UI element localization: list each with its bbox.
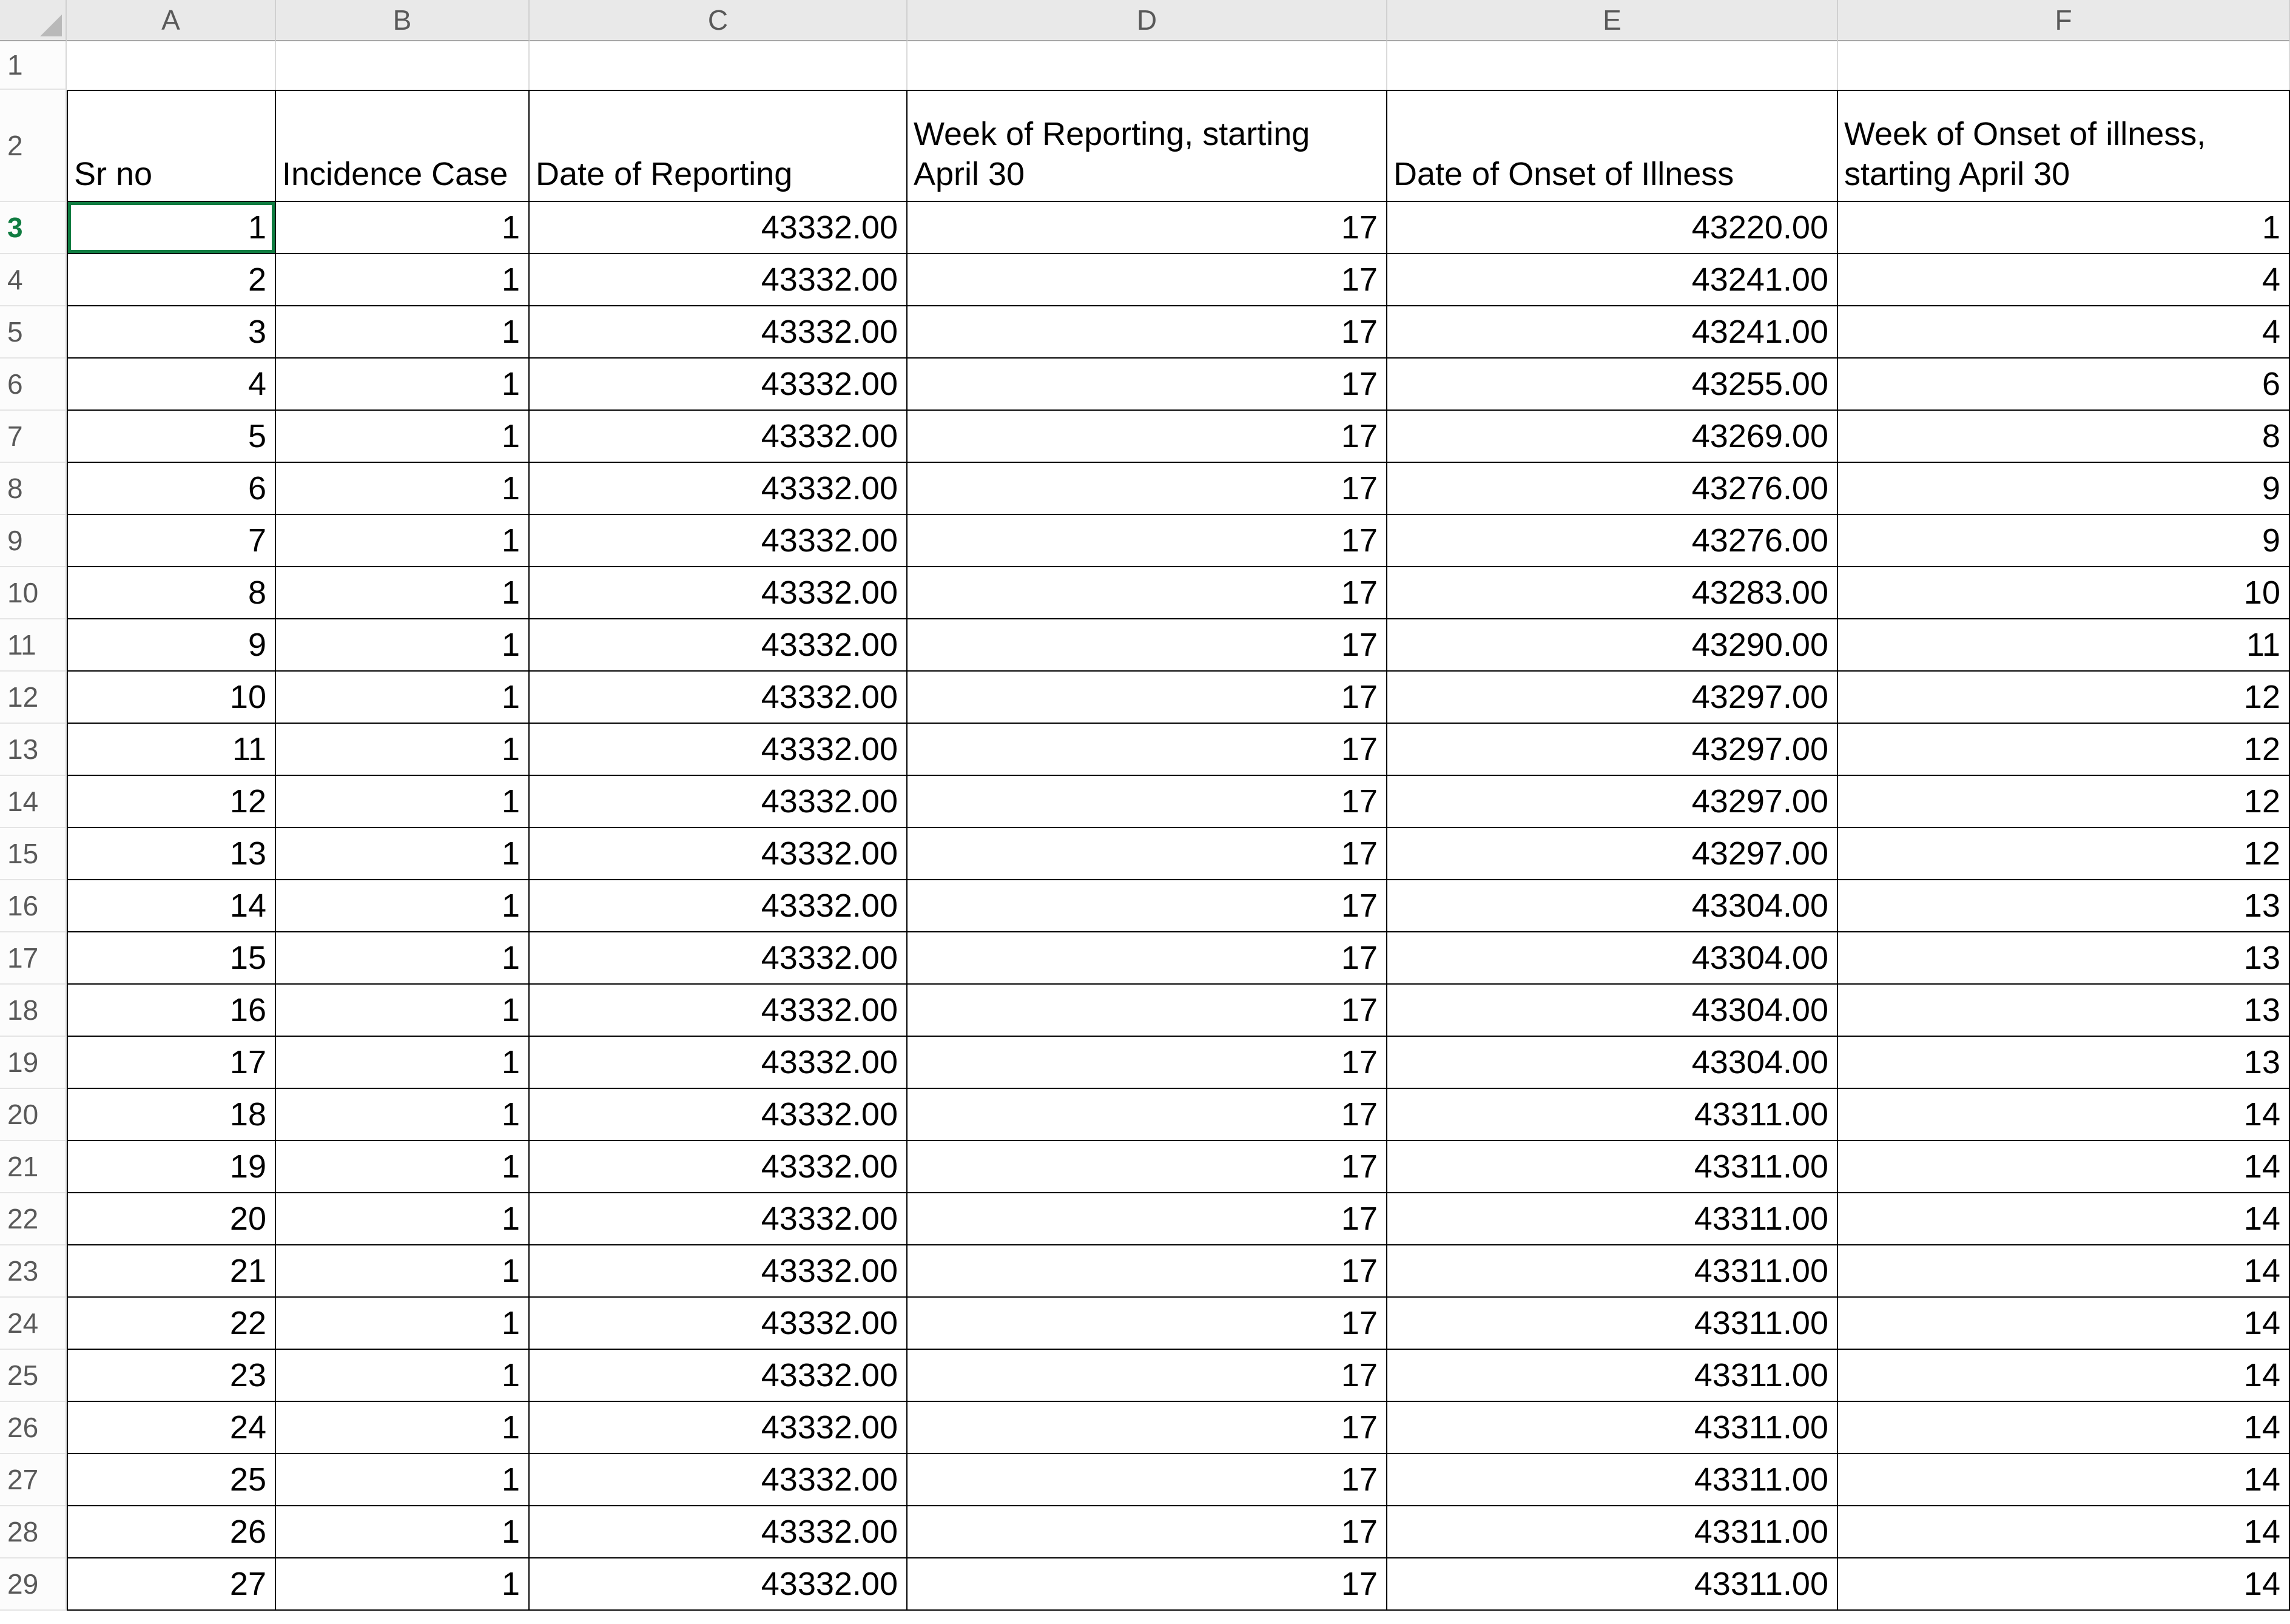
- row-header-2[interactable]: 2: [0, 90, 67, 202]
- cell-D12[interactable]: 17: [908, 672, 1387, 724]
- cell-F29[interactable]: 14: [1838, 1558, 2290, 1611]
- cell-B12[interactable]: 1: [276, 672, 530, 724]
- cell-B3[interactable]: 1: [276, 202, 530, 254]
- cell-A20[interactable]: 18: [67, 1089, 276, 1141]
- cell-B19[interactable]: 1: [276, 1037, 530, 1089]
- row-header-27[interactable]: 27: [0, 1454, 67, 1506]
- cell-A19[interactable]: 17: [67, 1037, 276, 1089]
- cell-B14[interactable]: 1: [276, 776, 530, 828]
- cell-B17[interactable]: 1: [276, 932, 530, 985]
- cell-A25[interactable]: 23: [67, 1350, 276, 1402]
- cell-A27[interactable]: 25: [67, 1454, 276, 1506]
- cell-B1[interactable]: [276, 41, 530, 90]
- cell-F28[interactable]: 14: [1838, 1506, 2290, 1558]
- cell-D13[interactable]: 17: [908, 724, 1387, 776]
- row-header-13[interactable]: 13: [0, 724, 67, 776]
- cell-F26[interactable]: 14: [1838, 1402, 2290, 1454]
- cell-A16[interactable]: 14: [67, 880, 276, 932]
- cell-A6[interactable]: 4: [67, 359, 276, 411]
- cell-F1[interactable]: [1838, 41, 2290, 90]
- row-header-9[interactable]: 9: [0, 515, 67, 567]
- cell-D20[interactable]: 17: [908, 1089, 1387, 1141]
- cell-D27[interactable]: 17: [908, 1454, 1387, 1506]
- row-header-19[interactable]: 19: [0, 1037, 67, 1089]
- cell-A11[interactable]: 9: [67, 619, 276, 672]
- cell-C17[interactable]: 43332.00: [530, 932, 908, 985]
- cell-D6[interactable]: 17: [908, 359, 1387, 411]
- cell-D7[interactable]: 17: [908, 411, 1387, 463]
- cell-B2[interactable]: Incidence Case: [276, 90, 530, 202]
- cell-F17[interactable]: 13: [1838, 932, 2290, 985]
- cell-D21[interactable]: 17: [908, 1141, 1387, 1193]
- cell-B8[interactable]: 1: [276, 463, 530, 515]
- cell-B6[interactable]: 1: [276, 359, 530, 411]
- cell-A2[interactable]: Sr no: [67, 90, 276, 202]
- cell-B23[interactable]: 1: [276, 1245, 530, 1298]
- cell-E16[interactable]: 43304.00: [1387, 880, 1838, 932]
- cell-F5[interactable]: 4: [1838, 306, 2290, 359]
- cell-E8[interactable]: 43276.00: [1387, 463, 1838, 515]
- cell-A18[interactable]: 16: [67, 985, 276, 1037]
- cell-E28[interactable]: 43311.00: [1387, 1506, 1838, 1558]
- row-header-4[interactable]: 4: [0, 254, 67, 306]
- row-header-10[interactable]: 10: [0, 567, 67, 619]
- cell-B11[interactable]: 1: [276, 619, 530, 672]
- cell-F19[interactable]: 13: [1838, 1037, 2290, 1089]
- row-header-29[interactable]: 29: [0, 1558, 67, 1611]
- row-header-7[interactable]: 7: [0, 411, 67, 463]
- cell-B7[interactable]: 1: [276, 411, 530, 463]
- cell-E25[interactable]: 43311.00: [1387, 1350, 1838, 1402]
- row-header-1[interactable]: 1: [0, 41, 67, 90]
- cell-A12[interactable]: 10: [67, 672, 276, 724]
- cell-F7[interactable]: 8: [1838, 411, 2290, 463]
- cell-C22[interactable]: 43332.00: [530, 1193, 908, 1245]
- cell-E3[interactable]: 43220.00: [1387, 202, 1838, 254]
- cell-D15[interactable]: 17: [908, 828, 1387, 880]
- cell-C10[interactable]: 43332.00: [530, 567, 908, 619]
- cell-F18[interactable]: 13: [1838, 985, 2290, 1037]
- cell-F6[interactable]: 6: [1838, 359, 2290, 411]
- cell-E5[interactable]: 43241.00: [1387, 306, 1838, 359]
- cell-B13[interactable]: 1: [276, 724, 530, 776]
- row-header-14[interactable]: 14: [0, 776, 67, 828]
- cell-E1[interactable]: [1387, 41, 1838, 90]
- cell-E17[interactable]: 43304.00: [1387, 932, 1838, 985]
- cell-A28[interactable]: 26: [67, 1506, 276, 1558]
- cell-C16[interactable]: 43332.00: [530, 880, 908, 932]
- cell-F3[interactable]: 1: [1838, 202, 2290, 254]
- cell-E19[interactable]: 43304.00: [1387, 1037, 1838, 1089]
- cell-B22[interactable]: 1: [276, 1193, 530, 1245]
- cell-E23[interactable]: 43311.00: [1387, 1245, 1838, 1298]
- cell-D17[interactable]: 17: [908, 932, 1387, 985]
- cell-A21[interactable]: 19: [67, 1141, 276, 1193]
- row-header-12[interactable]: 12: [0, 672, 67, 724]
- row-header-23[interactable]: 23: [0, 1245, 67, 1298]
- row-header-3[interactable]: 3: [0, 202, 67, 254]
- cell-C23[interactable]: 43332.00: [530, 1245, 908, 1298]
- cell-B10[interactable]: 1: [276, 567, 530, 619]
- cell-D29[interactable]: 17: [908, 1558, 1387, 1611]
- row-header-20[interactable]: 20: [0, 1089, 67, 1141]
- row-header-18[interactable]: 18: [0, 985, 67, 1037]
- cell-D8[interactable]: 17: [908, 463, 1387, 515]
- cell-F20[interactable]: 14: [1838, 1089, 2290, 1141]
- row-header-26[interactable]: 26: [0, 1402, 67, 1454]
- cell-F11[interactable]: 11: [1838, 619, 2290, 672]
- cell-A17[interactable]: 15: [67, 932, 276, 985]
- cell-C2[interactable]: Date of Reporting: [530, 90, 908, 202]
- cell-F24[interactable]: 14: [1838, 1298, 2290, 1350]
- cell-C25[interactable]: 43332.00: [530, 1350, 908, 1402]
- cell-C12[interactable]: 43332.00: [530, 672, 908, 724]
- column-header-C[interactable]: C: [530, 0, 908, 41]
- cell-C18[interactable]: 43332.00: [530, 985, 908, 1037]
- cell-E26[interactable]: 43311.00: [1387, 1402, 1838, 1454]
- cell-F27[interactable]: 14: [1838, 1454, 2290, 1506]
- cell-E4[interactable]: 43241.00: [1387, 254, 1838, 306]
- cell-D2[interactable]: Week of Reporting, starting April 30: [908, 90, 1387, 202]
- row-header-6[interactable]: 6: [0, 359, 67, 411]
- cell-F16[interactable]: 13: [1838, 880, 2290, 932]
- cell-A10[interactable]: 8: [67, 567, 276, 619]
- row-header-21[interactable]: 21: [0, 1141, 67, 1193]
- select-all-button[interactable]: [0, 0, 67, 41]
- cell-E20[interactable]: 43311.00: [1387, 1089, 1838, 1141]
- cell-C24[interactable]: 43332.00: [530, 1298, 908, 1350]
- cell-C5[interactable]: 43332.00: [530, 306, 908, 359]
- cell-F25[interactable]: 14: [1838, 1350, 2290, 1402]
- cell-F21[interactable]: 14: [1838, 1141, 2290, 1193]
- cell-E6[interactable]: 43255.00: [1387, 359, 1838, 411]
- cell-D16[interactable]: 17: [908, 880, 1387, 932]
- cell-F4[interactable]: 4: [1838, 254, 2290, 306]
- cell-E29[interactable]: 43311.00: [1387, 1558, 1838, 1611]
- row-header-25[interactable]: 25: [0, 1350, 67, 1402]
- cell-D25[interactable]: 17: [908, 1350, 1387, 1402]
- row-header-15[interactable]: 15: [0, 828, 67, 880]
- cell-A9[interactable]: 7: [67, 515, 276, 567]
- cell-E12[interactable]: 43297.00: [1387, 672, 1838, 724]
- cell-F2[interactable]: Week of Onset of illness, starting April 30: [1838, 90, 2290, 202]
- cell-C29[interactable]: 43332.00: [530, 1558, 908, 1611]
- row-header-17[interactable]: 17: [0, 932, 67, 985]
- row-header-8[interactable]: 8: [0, 463, 67, 515]
- cell-C14[interactable]: 43332.00: [530, 776, 908, 828]
- cell-E24[interactable]: 43311.00: [1387, 1298, 1838, 1350]
- cell-D23[interactable]: 17: [908, 1245, 1387, 1298]
- cell-D10[interactable]: 17: [908, 567, 1387, 619]
- cell-C21[interactable]: 43332.00: [530, 1141, 908, 1193]
- select-all-triangle-icon: [40, 15, 62, 36]
- cell-E27[interactable]: 43311.00: [1387, 1454, 1838, 1506]
- column-header-F[interactable]: F: [1838, 0, 2290, 41]
- cell-B26[interactable]: 1: [276, 1402, 530, 1454]
- cell-A15[interactable]: 13: [67, 828, 276, 880]
- cell-D18[interactable]: 17: [908, 985, 1387, 1037]
- cell-B15[interactable]: 1: [276, 828, 530, 880]
- cell-D1[interactable]: [908, 41, 1387, 90]
- cell-C11[interactable]: 43332.00: [530, 619, 908, 672]
- cell-D5[interactable]: 17: [908, 306, 1387, 359]
- cell-E15[interactable]: 43297.00: [1387, 828, 1838, 880]
- cell-B25[interactable]: 1: [276, 1350, 530, 1402]
- column-header-A[interactable]: A: [67, 0, 276, 41]
- cell-C26[interactable]: 43332.00: [530, 1402, 908, 1454]
- cell-A8[interactable]: 6: [67, 463, 276, 515]
- cell-B5[interactable]: 1: [276, 306, 530, 359]
- row-header-16[interactable]: 16: [0, 880, 67, 932]
- cell-A3[interactable]: 1: [67, 202, 276, 254]
- cell-A23[interactable]: 21: [67, 1245, 276, 1298]
- cell-F12[interactable]: 12: [1838, 672, 2290, 724]
- cell-C28[interactable]: 43332.00: [530, 1506, 908, 1558]
- cell-D4[interactable]: 17: [908, 254, 1387, 306]
- cell-D22[interactable]: 17: [908, 1193, 1387, 1245]
- cell-E14[interactable]: 43297.00: [1387, 776, 1838, 828]
- cell-B29[interactable]: 1: [276, 1558, 530, 1611]
- cell-F14[interactable]: 12: [1838, 776, 2290, 828]
- cell-B28[interactable]: 1: [276, 1506, 530, 1558]
- cell-A22[interactable]: 20: [67, 1193, 276, 1245]
- cell-D28[interactable]: 17: [908, 1506, 1387, 1558]
- cell-F22[interactable]: 14: [1838, 1193, 2290, 1245]
- cell-F23[interactable]: 14: [1838, 1245, 2290, 1298]
- cell-B18[interactable]: 1: [276, 985, 530, 1037]
- bottom-filler: [0, 1611, 2290, 1623]
- cell-E13[interactable]: 43297.00: [1387, 724, 1838, 776]
- cell-A29[interactable]: 27: [67, 1558, 276, 1611]
- row-header-11[interactable]: 11: [0, 619, 67, 672]
- cell-E18[interactable]: 43304.00: [1387, 985, 1838, 1037]
- cell-B9[interactable]: 1: [276, 515, 530, 567]
- column-header-D[interactable]: D: [908, 0, 1387, 41]
- cell-C3[interactable]: 43332.00: [530, 202, 908, 254]
- cell-E9[interactable]: 43276.00: [1387, 515, 1838, 567]
- cell-B4[interactable]: 1: [276, 254, 530, 306]
- cell-E10[interactable]: 43283.00: [1387, 567, 1838, 619]
- cell-C27[interactable]: 43332.00: [530, 1454, 908, 1506]
- cell-A13[interactable]: 11: [67, 724, 276, 776]
- cell-E2[interactable]: Date of Onset of Illness: [1387, 90, 1838, 202]
- row-header-24[interactable]: 24: [0, 1298, 67, 1350]
- cell-D26[interactable]: 17: [908, 1402, 1387, 1454]
- cell-A4[interactable]: 2: [67, 254, 276, 306]
- cell-C8[interactable]: 43332.00: [530, 463, 908, 515]
- cell-B20[interactable]: 1: [276, 1089, 530, 1141]
- cell-B16[interactable]: 1: [276, 880, 530, 932]
- cell-F13[interactable]: 12: [1838, 724, 2290, 776]
- cell-E11[interactable]: 43290.00: [1387, 619, 1838, 672]
- cell-C7[interactable]: 43332.00: [530, 411, 908, 463]
- cell-E7[interactable]: 43269.00: [1387, 411, 1838, 463]
- cell-A24[interactable]: 22: [67, 1298, 276, 1350]
- cell-A5[interactable]: 3: [67, 306, 276, 359]
- cell-C6[interactable]: 43332.00: [530, 359, 908, 411]
- row-header-28[interactable]: 28: [0, 1506, 67, 1558]
- row-header-22[interactable]: 22: [0, 1193, 67, 1245]
- cell-A14[interactable]: 12: [67, 776, 276, 828]
- cell-C4[interactable]: 43332.00: [530, 254, 908, 306]
- cell-C1[interactable]: [530, 41, 908, 90]
- cell-C15[interactable]: 43332.00: [530, 828, 908, 880]
- cell-C9[interactable]: 43332.00: [530, 515, 908, 567]
- cell-D11[interactable]: 17: [908, 619, 1387, 672]
- cell-B27[interactable]: 1: [276, 1454, 530, 1506]
- cell-D3[interactable]: 17: [908, 202, 1387, 254]
- cell-C19[interactable]: 43332.00: [530, 1037, 908, 1089]
- cell-D19[interactable]: 17: [908, 1037, 1387, 1089]
- column-header-E[interactable]: E: [1387, 0, 1838, 41]
- cell-F15[interactable]: 12: [1838, 828, 2290, 880]
- cell-D24[interactable]: 17: [908, 1298, 1387, 1350]
- cell-C13[interactable]: 43332.00: [530, 724, 908, 776]
- cell-B21[interactable]: 1: [276, 1141, 530, 1193]
- cell-E21[interactable]: 43311.00: [1387, 1141, 1838, 1193]
- cell-E22[interactable]: 43311.00: [1387, 1193, 1838, 1245]
- cell-F10[interactable]: 10: [1838, 567, 2290, 619]
- cell-D9[interactable]: 17: [908, 515, 1387, 567]
- column-header-B[interactable]: B: [276, 0, 530, 41]
- cell-A7[interactable]: 5: [67, 411, 276, 463]
- row-header-5[interactable]: 5: [0, 306, 67, 359]
- cell-A1[interactable]: [67, 41, 276, 90]
- cell-A26[interactable]: 24: [67, 1402, 276, 1454]
- cell-C20[interactable]: 43332.00: [530, 1089, 908, 1141]
- cell-F8[interactable]: 9: [1838, 463, 2290, 515]
- cell-B24[interactable]: 1: [276, 1298, 530, 1350]
- cell-F9[interactable]: 9: [1838, 515, 2290, 567]
- cell-D14[interactable]: 17: [908, 776, 1387, 828]
